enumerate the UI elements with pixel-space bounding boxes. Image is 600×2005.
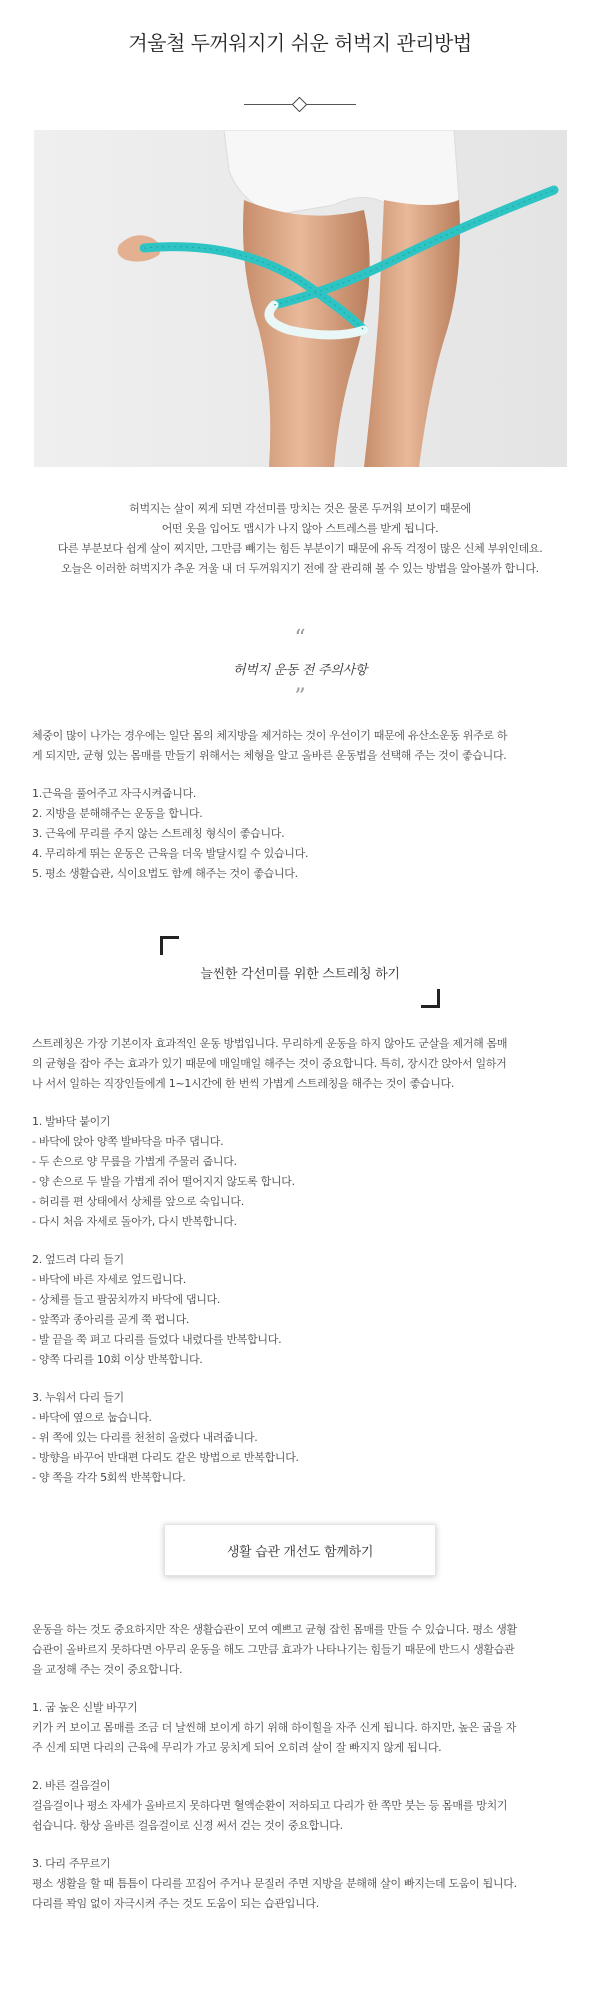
diamond-ornament-icon [292, 97, 308, 113]
list-item: - 방향을 바꾸어 반대편 다리도 같은 방법으로 반복합니다. [32, 1451, 299, 1464]
list-item: 3. 근육에 무리를 주지 않는 스트레칭 형식이 좋습니다. [32, 827, 285, 840]
list-item: 키가 커 보이고 몸매를 조금 더 날씬해 보이게 하기 위해 하이힐을 자주 신게 됩니다. 하지만, 높은 굽을 자 [32, 1721, 517, 1734]
list-item: 2. 지방을 분해해주는 운동을 합니다. [32, 807, 203, 820]
list-item: 1.근육을 풀어주고 자극시켜줍니다. [32, 787, 197, 800]
list-heading: 1. 굽 높은 신발 바꾸기 [32, 1701, 138, 1714]
list-heading: 2. 바른 걸음걸이 [32, 1779, 111, 1792]
list-item: 4. 무리하게 뛰는 운동은 근육을 더욱 발달시킬 수 있습니다. [32, 847, 309, 860]
bracket-corner-icon [421, 989, 440, 1008]
list-item: - 다시 처음 자세로 돌아가, 다시 반복합니다. [32, 1215, 237, 1228]
list-item: - 양 쪽을 각각 5회씩 반복합니다. [32, 1471, 186, 1484]
list-item: 평소 생활을 할 때 틈틈이 다리를 꼬집어 주거나 문질러 주면 지방을 분해해 살이 빠지는데 도움이 됩니다. [32, 1877, 517, 1890]
list-item: - 허리를 편 상태에서 상체를 앞으로 숙입니다. [32, 1195, 244, 1208]
list-item: 쉽습니다. 항상 올바른 걸음걸이로 신경 써서 걷는 것이 중요합니다. [32, 1819, 343, 1832]
section-heading-stretching: 늘씬한 각선미를 위한 스트레칭 하기 [160, 936, 440, 1008]
list-item: - 바닥에 옆으로 눕습니다. [32, 1411, 152, 1424]
list-heading: 2. 엎드려 다리 들기 [32, 1253, 124, 1266]
precautions-section: 체중이 많이 나가는 경우에는 일단 몸의 체지방을 제거하는 것이 우선이기 때문에 유산소운동 위주로 하 게 되지만, 균형 있는 몸매를 만들기 위해서는 체형을 알고 올바른 운동법을 선택해 주는 것이 좋습니다. 1.근육을 풀어주고 자극시켜줍니다. 2. 지방을 분해해주는 운동을 합니다. 3. 근육에 무리를 주지 않는 스트레칭 형식이 좋습니다. 4. 무리하게 뛰는 운동은 근육을 더욱 발달시킬 수 있습니다. 5. 평소 생활습관, 식이요법도 함께 해주는 것이 좋습니다. [0, 726, 600, 884]
list-item: - 양 손으로 두 발을 가볍게 쥐어 떨어지지 않도록 합니다. [32, 1175, 295, 1188]
section-heading-lifestyle: 생활 습관 개선도 함께하기 [164, 1524, 436, 1576]
bracket-corner-icon [160, 936, 179, 955]
list-item: 다리를 꽉임 없이 자극시켜 주는 것도 도움이 되는 습관입니다. [32, 1897, 319, 1910]
list-heading: 3. 누워서 다리 들기 [32, 1391, 124, 1404]
list-item: - 위 쪽에 있는 다리를 천천히 올렸다 내려줍니다. [32, 1431, 258, 1444]
list-item: - 양쪽 다리를 10회 이상 반복합니다. [32, 1353, 203, 1366]
list-item: - 상체를 들고 팔꿈치까지 바닥에 댑니다. [32, 1293, 221, 1306]
list-heading: 1. 발바닥 붙이기 [32, 1115, 111, 1128]
list-item: 주 신게 되면 다리의 근육에 무리가 가고 뭉치게 되어 오히려 살이 잘 빠지지 않게 됩니다. [32, 1741, 442, 1754]
section-heading-precautions: 허벅지 운동 전 주의사항 [232, 663, 368, 678]
list-heading: 3. 다리 주무르기 [32, 1857, 111, 1870]
list-item: 걸음걸이나 평소 자세가 올바르지 못하다면 혈액순환이 저하되고 다리가 한 쪽만 붓는 등 몸매를 망치기 [32, 1799, 508, 1812]
open-quote-icon: “ [294, 626, 306, 651]
list-item: - 바닥에 바른 자세로 엎드립니다. [32, 1273, 186, 1286]
lifestyle-section: 운동을 하는 것도 중요하지만 작은 생활습관이 모여 예쁘고 균형 잡힌 몸매를 만들 수 있습니다. 평소 생활 습관이 올바르지 못하다면 아무리 운동을 해도 그만큼 효과가 나타나기는 힘들기 때문에 반드시 생활습관 을 교정해 주는 것이 중요합니다. 1. 굽 높은 신발 바꾸기 키가 커 보이고 몸매를 조금 더 날씬해 보이게 하기 위해 하이힐을 자주 신게 됩니다. 하지만, 높은 굽을 자 주 신게 되면 다리의 근육에 무리가 가고 뭉치게 되어 오히려 살이 잘 빠지지 않게 됩니다. 2. 바른 걸음걸이 걸음걸이나 평소 자세가 올바르지 못하다면 혈액순환이 저하되고 다리가 한 쪽만 붓는 등 몸매를 망치기 쉽습니다. 항상 올바른 걸음걸이로 신경 써서 걷는 것이 중요합니다. 3. 다리 주무르기 평소 생활을 할 때 틈틈이 다리를 꼬집어 주거나 문질러 주면 지방을 분해해 살이 빠지는데 도움이 됩니다. 다리를 꽉임 없이 자극시켜 주는 것도 도움이 되는 습관입니다. [0, 1620, 600, 1914]
list-item: - 발 끝을 쭉 펴고 다리를 들었다 내렸다를 반복합니다. [32, 1333, 282, 1346]
list-item: - 바닥에 앉아 양쪽 발바닥을 마주 댑니다. [32, 1135, 224, 1148]
close-quote-icon: ” [294, 685, 306, 710]
list-item: 5. 평소 생활습관, 식이요법도 함께 해주는 것이 좋습니다. [32, 867, 298, 880]
page-title: 겨울철 두꺼워지기 쉬운 허벅지 관리방법 [128, 31, 472, 55]
stretching-section: 스트레칭은 가장 기본이자 효과적인 운동 방법입니다. 무리하게 운동을 하지 않아도 군살을 제거해 몸매 의 균형을 잡아 주는 효과가 있기 때문에 매일매일 해주는 것이 중요합니다. 특히, 장시간 앉아서 일하거 나 서서 일하는 직장인들에게 1~1시간에 한 번씩 가볍게 스트레칭을 해주는 것이 좋습니다. 1. 발바닥 붙이기 - 바닥에 앉아 양쪽 발바닥을 마주 댑니다. - 두 손으로 양 무릎을 가볍게 주물러 줍니다. - 양 손으로 두 발을 가볍게 쥐어 떨어지지 않도록 합니다. - 허리를 편 상태에서 상체를 앞으로 숙입니다. - 다시 처음 자세로 돌아가, 다시 반복합니다. 2. 엎드려 다리 들기 - 바닥에 바른 자세로 엎드립니다. - 상체를 들고 팔꿈치까지 바닥에 댑니다. - 앞쪽과 종아리를 곧게 쭉 폅니다. - 발 끝을 쭉 펴고 다리를 들었다 내렸다를 반복합니다. - 양쪽 다리를 10회 이상 반복합니다. 3. 누워서 다리 들기 - 바닥에 옆으로 눕습니다. - 위 쪽에 있는 다리를 천천히 올렸다 내려줍니다. - 방향을 바꾸어 반대편 다리도 같은 방법으로 반복합니다. - 양 쪽을 각각 5회씩 반복합니다. [0, 1034, 600, 1488]
intro-text: 허벅지는 살이 찌게 되면 각선미를 망치는 것은 물론 두꺼워 보이기 때문에 어떤 옷을 입어도 맵시가 나지 않아 스트레스를 받게 됩니다. 다른 부분보다 쉽게 살이 찌지만, 그만큼 빼기는 힘든 부분이기 때문에 유독 걱정이 많은 신체 부위인데요. 오늘은 이러한 허벅지가 추운 겨울 내 더 두꺼워지기 전에 잘 관리해 볼 수 있는 방법을 알아볼까 합니다. [57, 502, 543, 575]
hero-image [34, 130, 567, 467]
list-item: - 두 손으로 양 무릎을 가볍게 주물러 줍니다. [32, 1155, 237, 1168]
list-item: - 앞쪽과 종아리를 곧게 쭉 폅니다. [32, 1313, 190, 1326]
title-divider [244, 98, 356, 112]
